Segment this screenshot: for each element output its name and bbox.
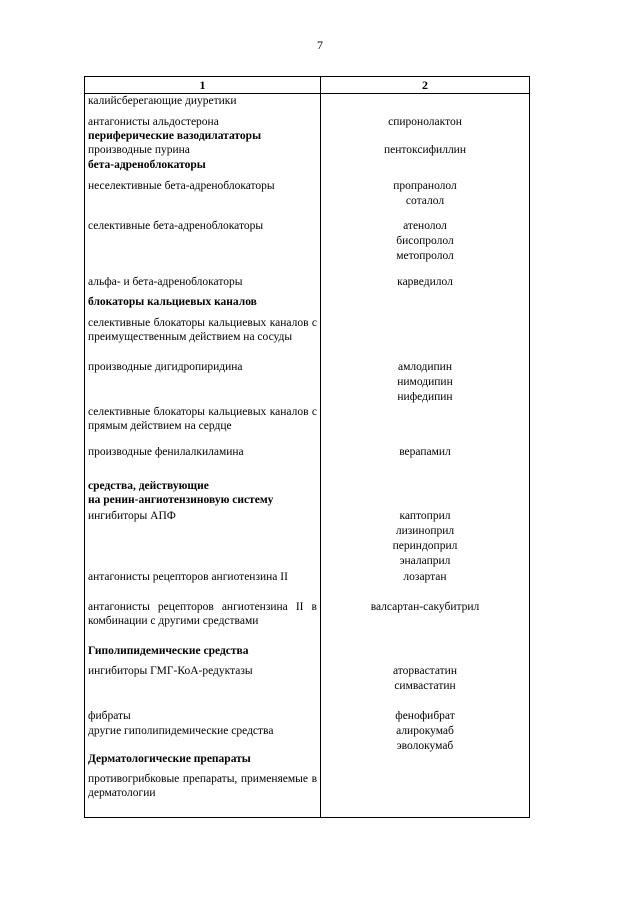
drug-group-label: производные фенилалкиламина: [88, 446, 244, 458]
drug-name: атенолол: [403, 220, 447, 232]
drug-name: амлодипин: [397, 361, 452, 373]
drug-list: [321, 724, 529, 754]
drug-name: нимодипин: [397, 376, 453, 388]
drug-list: [321, 219, 529, 264]
section-heading: бета-адреноблокаторы: [88, 159, 206, 171]
drug-group-label: неселективные бета-адреноблокаторы: [88, 180, 275, 192]
drug-list: [321, 143, 529, 158]
drug-name: бисопролол: [396, 235, 454, 247]
drug-name: верапамил: [399, 446, 451, 458]
drug-list: [321, 509, 529, 569]
page-number: 7: [317, 38, 323, 52]
drug-group-label: селективные бета-адреноблокаторы: [88, 220, 264, 232]
drug-name: спиронолактон: [388, 116, 462, 128]
drug-group-label: антагонисты альдостерона: [88, 116, 219, 128]
drug-name: валсартан-сакубитрил: [370, 601, 480, 613]
section-heading: Гиполипидемические средства: [88, 645, 249, 657]
drug-group-label: противогрибковые препараты, применяемые в дерматологии: [88, 773, 317, 799]
section-heading: периферические вазодилататоры: [88, 130, 262, 142]
drug-group-label: другие гиполипидемические средства: [88, 725, 274, 737]
drug-name: периндоприл: [392, 540, 458, 552]
drug-name: алирокумаб: [396, 725, 454, 737]
section-heading: Дерматологические препараты: [88, 753, 251, 765]
drug-name: нифедипин: [397, 391, 453, 403]
drug-group-label: селективные блокаторы кальциевых каналов с прямым действием на сердце: [88, 406, 317, 432]
drug-list: [321, 275, 529, 290]
drug-group-label: ингибиторы АПФ: [88, 510, 176, 522]
drug-name: эволокумаб: [396, 740, 454, 752]
drug-group-label: селективные блокаторы кальциевых каналов с преимущественным действием на сосуды: [88, 317, 317, 343]
drug-name: аторвастатин: [393, 665, 457, 677]
drug-name: лизиноприл: [395, 525, 455, 537]
drug-group-label: производные дигидропиридина: [88, 361, 243, 373]
table-header-row: [85, 77, 529, 94]
drug-list: [321, 179, 529, 209]
drug-name: пентоксифиллин: [384, 144, 466, 156]
section-heading: средства, действующие на ренин-ангиотензиновую систему: [88, 480, 274, 506]
drug-list: [321, 360, 529, 405]
drug-group-label: фибраты: [88, 710, 131, 722]
column-header-2: 2: [422, 78, 428, 92]
drug-name: соталол: [405, 195, 445, 207]
drug-name: метопролол: [396, 250, 454, 262]
drug-list: [321, 115, 529, 130]
drug-classification-table: [84, 76, 530, 818]
drug-name: симвастатин: [394, 680, 456, 692]
drug-name: эналаприл: [399, 555, 451, 567]
drug-group-label: антагонисты рецепторов ангиотензина II в комбинации с другими средствами: [88, 601, 317, 627]
drug-name: карведилол: [397, 276, 453, 288]
drug-list: [321, 445, 529, 460]
drug-group-label: ингибиторы ГМГ-КоА-редуктазы: [88, 665, 253, 677]
drug-name: лозартан: [403, 571, 447, 583]
drug-group-label: альфа- и бета-адреноблокаторы: [88, 276, 243, 288]
drug-list: [321, 600, 529, 615]
drug-list: [321, 570, 529, 585]
drug-list: [321, 709, 529, 724]
section-heading: блокаторы кальциевых каналов: [88, 296, 257, 308]
drug-name: пропранолол: [393, 180, 457, 192]
drug-group-label: производные пурина: [88, 144, 190, 156]
drug-list: [321, 664, 529, 694]
drug-name: каптоприл: [399, 510, 451, 522]
drug-group-label: антагонисты рецепторов ангиотензина II: [88, 571, 288, 583]
drug-name: фенофибрат: [395, 710, 455, 722]
drug-group-label: калийсберегающие диуретики: [88, 95, 237, 107]
column-header-1: 1: [199, 78, 206, 92]
